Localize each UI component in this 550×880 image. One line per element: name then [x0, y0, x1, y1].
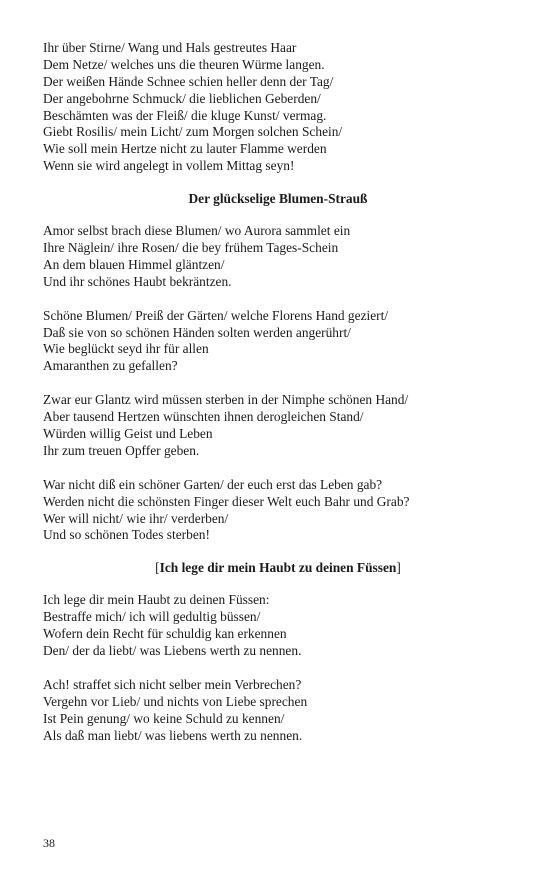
poem-line: Beschämten was der Fleiß/ die kluge Kunst/ vermag. [43, 107, 327, 123]
poem-line: Schöne Blumen/ Preiß der Gärten/ welche Florens Hand geziert/ [43, 307, 389, 323]
page-number: 38 [43, 836, 55, 850]
poem-line: Giebt Rosilis/ mein Licht/ zum Morgen solchen Schein/ [43, 124, 343, 140]
poem-line: Ihre Näglein/ ihre Rosen/ die bey frühem Tages-Schein [43, 240, 339, 256]
poem-line: Bestraffe mich/ ich will gedultig büssen/ [43, 609, 261, 625]
poem-line: Der weißen Hände Schnee schien heller denn der Tag/ [43, 73, 334, 89]
poem-line: Wofern dein Recht für schuldig kan erkennen [43, 626, 287, 642]
poem-line: Ach! straffet sich nicht selber mein Verbrechen? [43, 676, 302, 692]
poem-line: Amaranthen zu gefallen? [43, 358, 178, 374]
poem-stanza [43, 392, 513, 460]
poem-title [43, 559, 513, 576]
poem-stanza [43, 308, 513, 376]
poem-stanza [43, 677, 513, 745]
poem-intro-stanza [43, 40, 513, 175]
poem-line: War nicht diß ein schöner Garten/ der euch erst das Leben gab? [43, 476, 383, 492]
poem-line: Vergehn vor Lieb/ und nichts von Liebe sprechen [43, 693, 308, 709]
poem-line: Werden nicht die schönsten Finger dieser Welt euch Bahr und Grab? [43, 493, 410, 509]
stanza-gap [43, 375, 513, 392]
poem-title: Der glückselige Blumen-Strauß [188, 191, 368, 207]
poem-line: Der angebohrne Schmuck/ die lieblichen Geberden/ [43, 90, 321, 106]
poem-line: Wer will nicht/ wie ihr/ verderben/ [43, 510, 229, 526]
poem-line: Den/ der da liebt/ was Liebens werth zu nennen. [43, 643, 302, 659]
poem-line: Würden willig Geist und Leben [43, 426, 213, 442]
poem-stanza [43, 477, 513, 545]
poem-line: An dem blauen Himmel gläntzen/ [43, 256, 225, 272]
title-bracket-close: ] [396, 560, 401, 576]
poem-line: Ihr zum treuen Opffer geben. [43, 442, 200, 458]
poem-line: Ist Pein genung/ wo keine Schuld zu kennen/ [43, 710, 285, 726]
poem-line: Wie beglückt seyd ihr für allen [43, 341, 209, 357]
poem-line: Amor selbst brach diese Blumen/ wo Aurora sammlet ein [43, 223, 351, 239]
poem-line: Daß sie von so schönen Händen solten werden angerührt/ [43, 324, 351, 340]
stanza-gap [43, 460, 513, 477]
poem-line: Wenn sie wird angelegt in vollem Mittag seyn! [43, 158, 295, 174]
poem-stanza [43, 592, 513, 660]
poem-line: Aber tausend Hertzen wünschten ihnen derogleichen Stand/ [43, 409, 364, 425]
poem-line: Ihr über Stirne/ Wang und Hals gestreutes Haar [43, 40, 297, 55]
poem-line: Und so schönen Todes sterben! [43, 527, 210, 543]
stanza-gap [43, 660, 513, 677]
title-bracket-open: [ [155, 560, 160, 576]
stanza-gap [43, 291, 513, 308]
poem-line: Und ihr schönes Haubt bekräntzen. [43, 273, 232, 289]
poem-line: Ich lege dir mein Haubt zu deinen Füssen: [43, 592, 270, 608]
poem-line: Dem Netze/ welches uns die theuren Würme langen. [43, 56, 325, 72]
poem-title-text: Ich lege dir mein Haubt zu deinen Füssen [159, 560, 397, 576]
poem-line: Wie soll mein Hertze nicht zu lauter Flamme werden [43, 141, 327, 157]
poem-line: Zwar eur Glantz wird müssen sterben in der Nimphe schönen Hand/ [43, 392, 409, 408]
poem-stanza [43, 223, 513, 291]
book-page [43, 40, 513, 745]
poem-line: Als daß man liebt/ was liebens werth zu nennen. [43, 727, 303, 743]
